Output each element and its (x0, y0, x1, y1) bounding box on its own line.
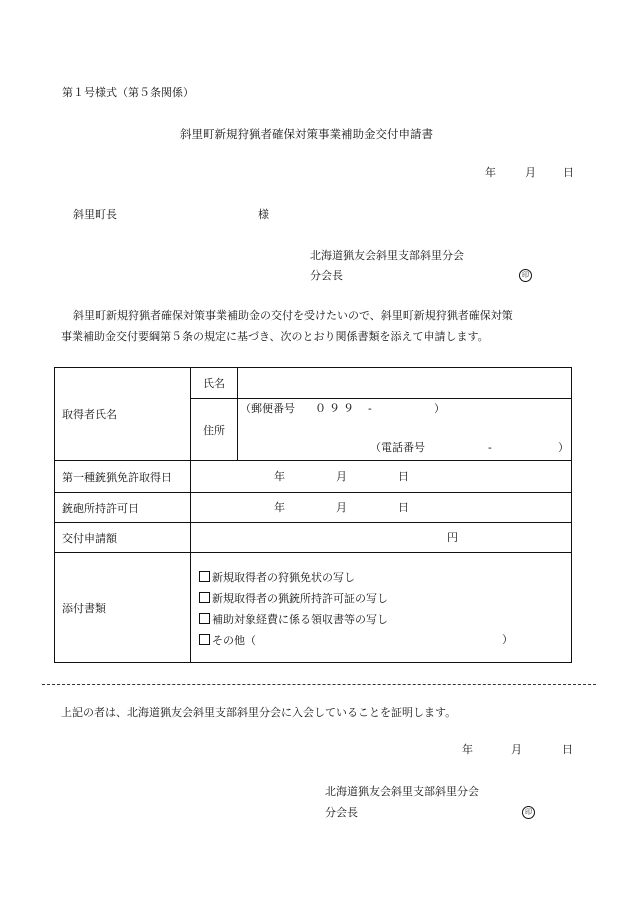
phone-dash: - (488, 441, 492, 454)
attachment-label: その他（ (212, 633, 256, 647)
license-day: 日 (398, 469, 409, 483)
amount-field[interactable] (191, 523, 572, 553)
permit-month: 月 (336, 500, 347, 514)
gun-permit-date-field[interactable] (191, 493, 572, 523)
other-close: ） (502, 632, 513, 646)
date-year: 年 (485, 166, 496, 179)
page-title: 斜里町新規狩猟者確保対策事業補助金交付申請書 (180, 127, 433, 141)
body-text-line1: 斜里町新規狩猟者確保対策事業補助金の交付を受けたいので、斜里町新規狩猟者確保対策 (73, 309, 513, 322)
checkbox[interactable] (199, 592, 210, 603)
cert-org: 北海道猟友会斜里支部斜里分会 (325, 785, 479, 798)
postal-prefix: ０９９ (315, 402, 357, 415)
cert-day: 日 (562, 743, 573, 756)
permit-year: 年 (274, 500, 285, 514)
addressee-honorific: 様 (258, 208, 269, 221)
applicant-position: 分会長 (310, 269, 343, 282)
body-text-line2: 事業補助金交付要綱第５条の規定に基づき、次のとおり関係書類を添えて申請します。 (61, 330, 489, 343)
application-table (54, 367, 572, 663)
cert-month: 月 (511, 743, 522, 756)
attachment-item[interactable] (199, 634, 256, 646)
cut-line (42, 684, 596, 685)
attachment-label: 新規取得者の狩猟免状の写し (212, 570, 355, 584)
attachments-label: 添付書類 (55, 553, 191, 663)
name-label: 氏名 (191, 368, 238, 399)
license-date-field[interactable] (191, 461, 572, 493)
phone-open: （電話番号 (370, 441, 425, 454)
address-label: 住所 (191, 399, 238, 461)
checkbox[interactable] (199, 571, 210, 582)
name-field[interactable] (238, 368, 572, 399)
checkbox[interactable] (199, 634, 210, 645)
attachment-item[interactable] (199, 571, 355, 583)
cert-year: 年 (462, 743, 473, 756)
amount-unit: 円 (447, 530, 458, 544)
attachment-item[interactable] (199, 592, 388, 604)
form-number: 第１号様式（第５条関係） (62, 86, 194, 99)
permit-day: 日 (398, 500, 409, 514)
table-row (55, 553, 572, 663)
attachment-item[interactable] (199, 613, 388, 625)
phone-close: ） (558, 441, 569, 454)
postal-open: （郵便番号 (240, 402, 295, 415)
seal-icon: 印 (522, 806, 535, 819)
attachment-label: 新規取得者の猟銃所持許可証の写し (212, 591, 388, 605)
gun-permit-label: 銃砲所持許可日 (55, 493, 191, 523)
attachment-label: 補助対象経費に係る領収書等の写し (212, 612, 388, 626)
postal-close: ） (434, 402, 445, 415)
applicant-org: 北海道猟友会斜里支部斜里分会 (310, 249, 464, 262)
seal-icon: 印 (519, 269, 532, 282)
table-row (55, 523, 572, 553)
table-row (55, 493, 572, 523)
table-row (55, 368, 572, 399)
postal-dash: - (368, 402, 372, 415)
address-field[interactable] (238, 399, 572, 461)
date-month: 月 (525, 166, 536, 179)
cert-position: 分会長 (325, 806, 358, 819)
acquirer-label: 取得者氏名 (55, 368, 191, 461)
certification-text: 上記の者は、北海道猟友会斜里支部斜里分会に入会していることを証明します。 (61, 706, 457, 719)
table-row (55, 461, 572, 493)
attachments-cell (191, 553, 572, 663)
checkbox[interactable] (199, 613, 210, 624)
amount-label: 交付申請額 (55, 523, 191, 553)
license-month: 月 (336, 469, 347, 483)
license-year: 年 (274, 469, 285, 483)
addressee-name: 斜里町長 (73, 208, 117, 221)
date-day: 日 (563, 166, 574, 179)
license-label: 第一種銃猟免許取得日 (55, 461, 191, 493)
